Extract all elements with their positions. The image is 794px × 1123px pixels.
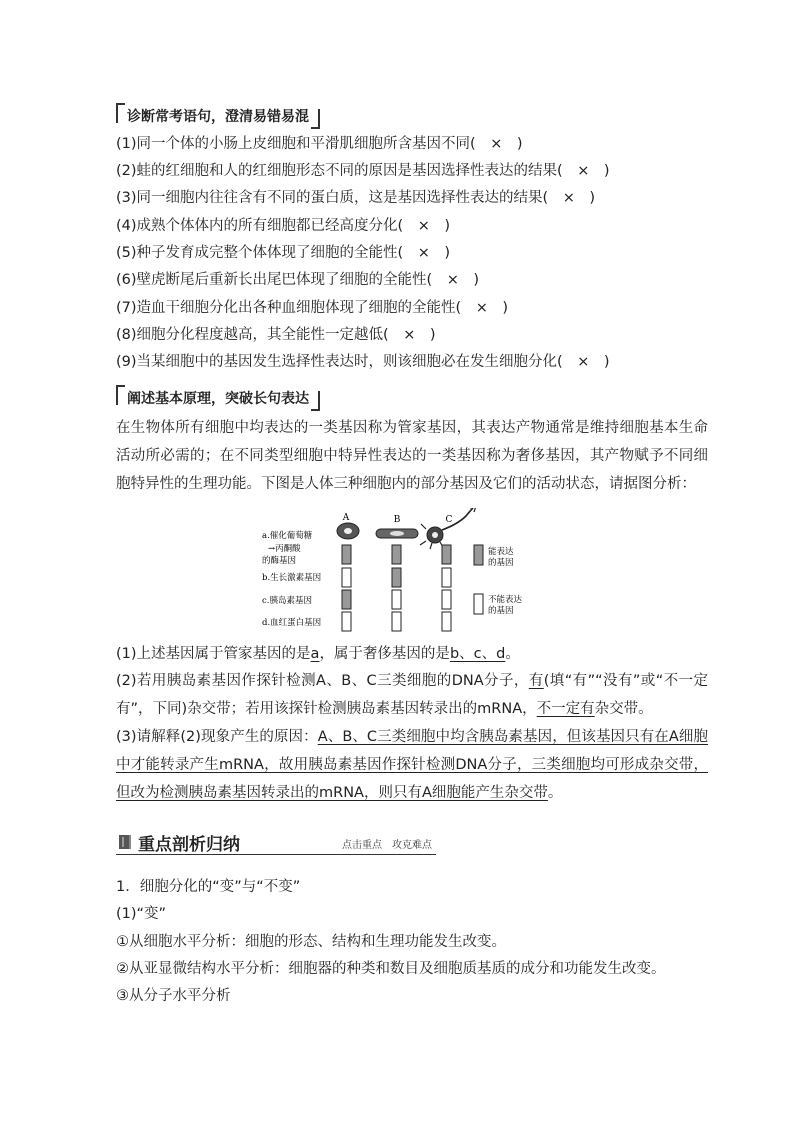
answer-explanation: A、B、C三类细胞中均含胰岛素基因，但该基因只有在A细胞中才能转录产生mRNA，故用胰岛素基因作探针检测DNA分子，三类细胞均可形成杂交带，但改为检测胰岛素基因转录出的mRNA，则只有A细胞能产生杂交带: [116, 729, 708, 801]
legend-not-expressed-line1: 不能表达: [488, 595, 523, 605]
gene-expression-diagram: [262, 508, 542, 636]
bracket-right: [311, 391, 320, 411]
statement-9: (9)当某细胞中的基因发生选择性表达时，则该细胞必在发生细胞分化( × ): [116, 354, 610, 370]
point-subheading-change: (1)“变”: [116, 906, 167, 922]
section-header-key-points: [116, 832, 436, 855]
point-molecular-level: ③从分子水平分析: [116, 988, 231, 1004]
cell-a-icon: [337, 523, 359, 539]
legend-not-expressed-swatch: [474, 594, 483, 614]
book-icon: [118, 834, 132, 850]
gene-box-a-cell-a: [342, 545, 351, 564]
cell-label-c: C: [445, 515, 453, 525]
gene-box-a-cell-b: [392, 545, 401, 564]
answer-mrna-probe: 不一定有: [536, 701, 595, 717]
cell-b-icon: [376, 529, 418, 538]
answer-luxury: b、c、d: [449, 646, 506, 662]
question-3-text: (3)请解释(2)现象产生的原因：: [116, 729, 318, 745]
gene-expression-boxes: [342, 545, 451, 631]
gene-box-c-cell-c: [442, 590, 451, 609]
cell-label-a: A: [342, 513, 350, 523]
gene-box-a-cell-c: [442, 545, 451, 564]
bracket-right: [311, 109, 320, 129]
gene-label-d: d.血红蛋白基因: [262, 618, 322, 628]
statement-4: (4)成熟个体体内的所有细胞都已经高度分化( × ): [116, 218, 451, 234]
section-header-subtitle: 点击重点 攻克难点: [342, 840, 432, 851]
section-title-text: 阐述基本原理，突破长句表达: [127, 391, 309, 407]
bracket-left: [116, 103, 125, 123]
point-submicroscopic-level: ②从亚显微结构水平分析：细胞器的种类和数目及细胞质基质的成分和功能发生改变。: [116, 961, 666, 977]
legend-not-expressed-line2: 的基因: [488, 606, 514, 616]
section-title-explain: [116, 388, 320, 408]
gene-label-c: c.胰岛素基因: [262, 596, 312, 606]
statement-6: (6)壁虎断尾后重新长出尾巴体现了细胞的全能性( × ): [116, 272, 480, 288]
gene-box-d-cell-b: [392, 612, 401, 631]
question-2-text: (2)若用胰岛素基因作探针检测A、B、C三类细胞的DNA分子，: [116, 673, 529, 689]
gene-box-c-cell-a: [342, 590, 351, 609]
gene-box-b-cell-c: [442, 568, 451, 587]
bracket-left: [116, 385, 125, 405]
legend-expressed-swatch: [474, 545, 483, 565]
statement-8: (8)细胞分化程度越高，其全能性一定越低( × ): [116, 327, 436, 343]
question-1-text-2: ，属于奢侈基因的是: [319, 646, 450, 662]
gene-label-a-line3: 的酶基因: [262, 556, 297, 566]
statement-2: (2)蛙的红细胞和人的红细胞形态不同的原因是基因选择性表达的结果( × ): [116, 163, 610, 179]
gene-box-b-cell-a: [342, 568, 351, 587]
gene-box-d-cell-c: [442, 612, 451, 631]
gene-box-d-cell-a: [342, 612, 351, 631]
legend-expressed-line2: 的基因: [488, 558, 514, 568]
gene-label-b: b.生长激素基因: [262, 573, 322, 583]
question-1-text: (1)上述基因属于管家基因的是: [116, 646, 311, 662]
gene-label-a-line2: →丙酮酸: [268, 544, 301, 554]
section-title-text: 诊断常考语句，澄清易错易混: [127, 109, 309, 125]
point-heading-1: 1．细胞分化的“变”与“不变”: [116, 879, 301, 895]
question-3-end: 。: [547, 785, 563, 801]
question-2-end: 杂交带。: [594, 701, 653, 717]
question-2-text-2: (填“有”“没有”或“不一定有”，下同)杂交带；若用该探针检测胰岛素基因转录出的mRNA，: [116, 673, 708, 717]
question-2: [116, 667, 708, 723]
gene-box-b-cell-b: [392, 568, 401, 587]
point-cell-level: ①从细胞水平分析：细胞的形态、结构和生理功能发生改变。: [116, 934, 506, 950]
question-3: [116, 723, 708, 807]
statement-5: (5)种子发育成完整个体体现了细胞的全能性( × ): [116, 245, 451, 261]
question-1-end: 。: [505, 646, 520, 662]
statement-1: (1)同一个体的小肠上皮细胞和平滑肌细胞所含基因不同( × ): [116, 136, 523, 152]
gene-box-c-cell-b: [392, 590, 401, 609]
section-title-diagnose: [116, 106, 320, 126]
statement-7: (7)造血干细胞分化出各种血细胞体现了细胞的全能性( × ): [116, 300, 509, 316]
legend-expressed-line1: 能表达: [488, 547, 514, 557]
intro-paragraph: 在生物体所有细胞中均表达的一类基因称为管家基因，其表达产物通常是维持细胞基本生命活动所必需的；在不同类型细胞中特异性表达的一类基因称为奢侈基因，其产物赋予不同细胞特异性的生理功能。下图是人体三种细胞内的部分基因及它们的活动状态，请据图分析：: [116, 420, 708, 492]
answer-housekeeping: a: [310, 646, 320, 662]
answer-dna-probe: 有: [528, 673, 544, 689]
statement-3: (3)同一细胞内往往含有不同的蛋白质，这是基因选择性表达的结果( × ): [116, 190, 595, 206]
gene-label-a-line1: a.催化葡萄糖: [262, 531, 313, 541]
question-1: [116, 643, 520, 665]
cell-label-b: B: [393, 515, 401, 525]
section-header-title: 重点剖析归纳: [138, 835, 240, 855]
